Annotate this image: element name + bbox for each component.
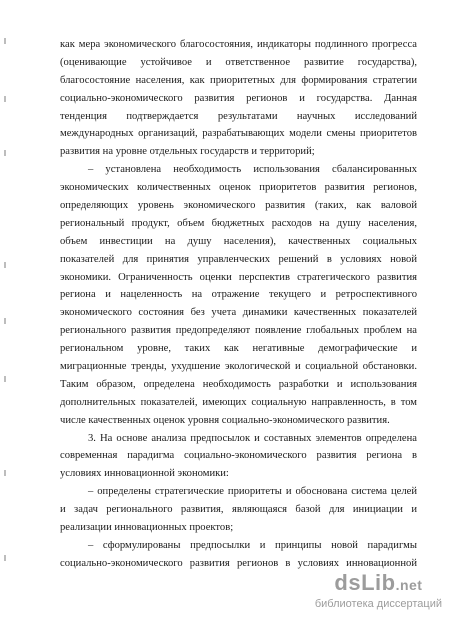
text-line: как мера экономического благосостояния, индикаторы подлинного прогресса [60, 39, 417, 50]
text-line: благосостояние населения, как приоритетных для формирования стратегии [60, 74, 417, 86]
text-line: объем инвестиции на душу населения), качественных социальных [60, 235, 417, 247]
text-line: развития на уровне отдельных государств и территорий; [60, 146, 315, 158]
text-line: экономики. Ограниченность оценки перспектив стратегического развития [60, 271, 417, 283]
text-line: Таким образом, определена необходимость разработки и использования [60, 378, 417, 390]
text-line: – сформулированы предпосылки и принципы новой парадигмы [88, 539, 417, 551]
text-line: региональный продукт, объем бюджетных расходов на душу населения, [60, 217, 417, 229]
scan-margin-marks [0, 0, 14, 620]
text-line: – определены стратегические приоритеты и обоснована система целей [88, 486, 417, 498]
text-line: тенденция подтверждается результатами научных исследований [60, 110, 417, 122]
text-line: (оценивающие устойчивое и ответственное развитие государства), [60, 56, 417, 68]
text-line: региона и нацеленность на отражение текущего и ретроспективного [60, 289, 417, 301]
text-line: определяющих уровень экономического развития (таких, как валовой [60, 200, 417, 212]
watermark-subtitle: библиотека диссертаций [314, 598, 442, 610]
dslib-watermark [315, 572, 442, 610]
text-line: числе качественных оценок уровня социально-экономического развития. [60, 414, 390, 426]
text-line: и задач регионального развития, являющаяся базой для инициации и [60, 504, 417, 516]
text-line: экономического состояния без учета динамики качественных показателей [60, 307, 417, 319]
text-line: – установлена необходимость использования сбалансированных [88, 164, 417, 176]
text-line: международных организаций, разрабатывающих модели смены приоритетов [60, 128, 417, 140]
text-line: современная парадигма социально-экономического развития региона в [60, 450, 417, 462]
text-line: социально-экономического развития регионов в условиях инновационной [60, 557, 417, 569]
text-line: условиях инновационной экономики: [60, 468, 229, 480]
text-line: реализации инновационных проектов; [60, 522, 234, 534]
text-line: 3. На основе анализа предпосылок и составных элементов определена [88, 432, 417, 444]
document-body [60, 36, 417, 573]
text-line: региональном уровне, таких как негативные демографические и [60, 343, 417, 355]
text-line: социально-экономического развития регионов и государства. Данная [60, 92, 417, 104]
text-line: миграционные тренды, ухудшение экологической и социальной обстановки. [60, 361, 417, 373]
text-line: показателей для принятия управленческих решений в условиях новой [60, 253, 417, 265]
dslib-logo: dsLib.net [334, 570, 423, 595]
text-line: экономических количественных оценок приоритетов развития регионов, [60, 182, 417, 194]
text-line: регионального развития предопределяют появление глобальных проблем на [60, 325, 417, 337]
text-line: дополнительных показателей, имеющих социальную направленность, в том [60, 396, 417, 408]
